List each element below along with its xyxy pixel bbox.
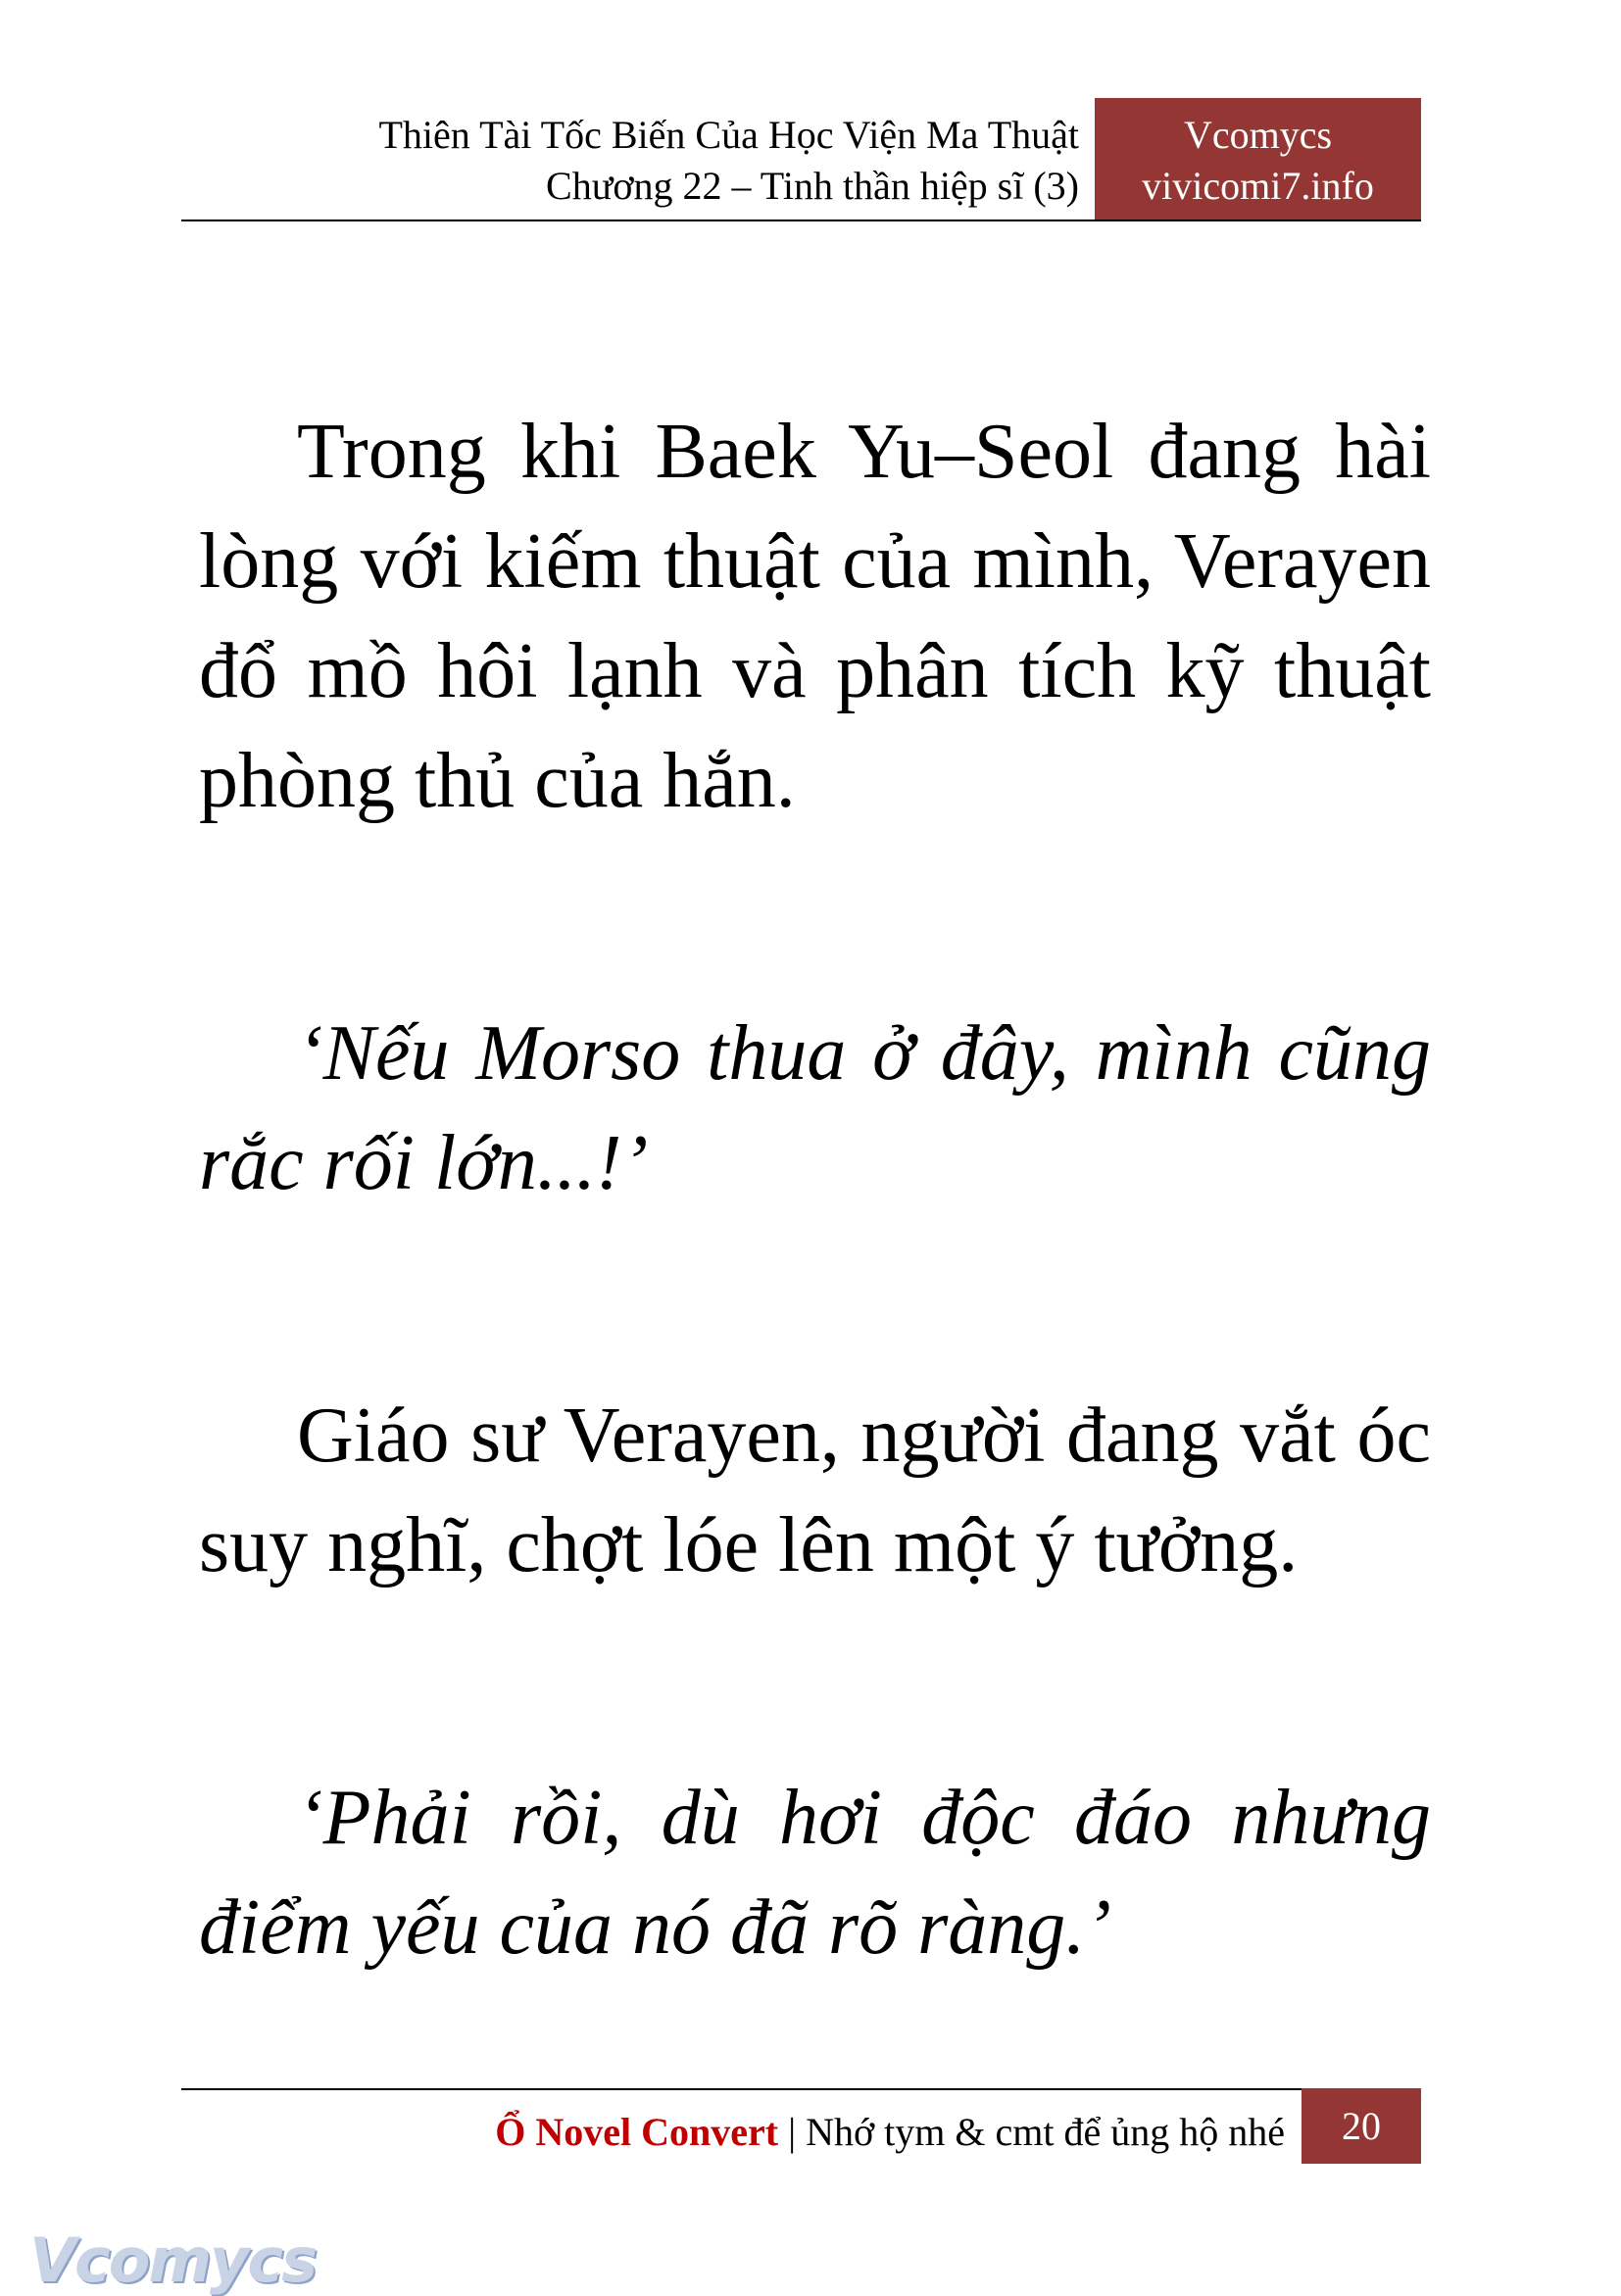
footer-brand: Ổ Novel Convert xyxy=(495,2110,779,2154)
page-number: 20 xyxy=(1302,2088,1421,2164)
site-name: Vcomycs xyxy=(1183,113,1333,157)
footer-separator: | xyxy=(788,2110,797,2154)
footer-divider xyxy=(181,2088,1302,2090)
paragraph: Trong khi Baek Yu–Seol đang hài lòng với kiếm thuật của mình, Verayen đổ mồ hôi lạnh và phân tích kỹ thuật phòng thủ của hắn. xyxy=(199,409,1431,824)
watermark-logo: Vcomycs xyxy=(29,2224,317,2296)
page-body xyxy=(199,397,1431,2145)
chapter-title: Chương 22 – Tinh thần hiệp sĩ (3) xyxy=(546,164,1079,208)
paragraph: Giáo sư Verayen, người đang vắt óc suy nghĩ, chợt lóe lên một ý tưởng. xyxy=(199,1392,1431,1588)
thought-paragraph: ‘Nếu Morso thua ở đây, mình cũng rắc rối lớn...!’ xyxy=(199,1010,1431,1206)
thought-paragraph: ‘Phải rồi, dù hơi độc đáo nhưng điểm yếu của nó đã rõ ràng.’ xyxy=(199,1775,1431,1971)
footer xyxy=(495,2107,1285,2158)
running-header xyxy=(379,110,1080,212)
footer-message: Nhớ tym & cmt để ủng hộ nhé xyxy=(806,2110,1285,2154)
site-badge xyxy=(1095,98,1421,220)
site-url[interactable]: vivicomi7.info xyxy=(1142,164,1374,208)
book-title: Thiên Tài Tốc Biến Của Học Viện Ma Thuật xyxy=(378,113,1079,157)
header-divider xyxy=(181,220,1421,221)
